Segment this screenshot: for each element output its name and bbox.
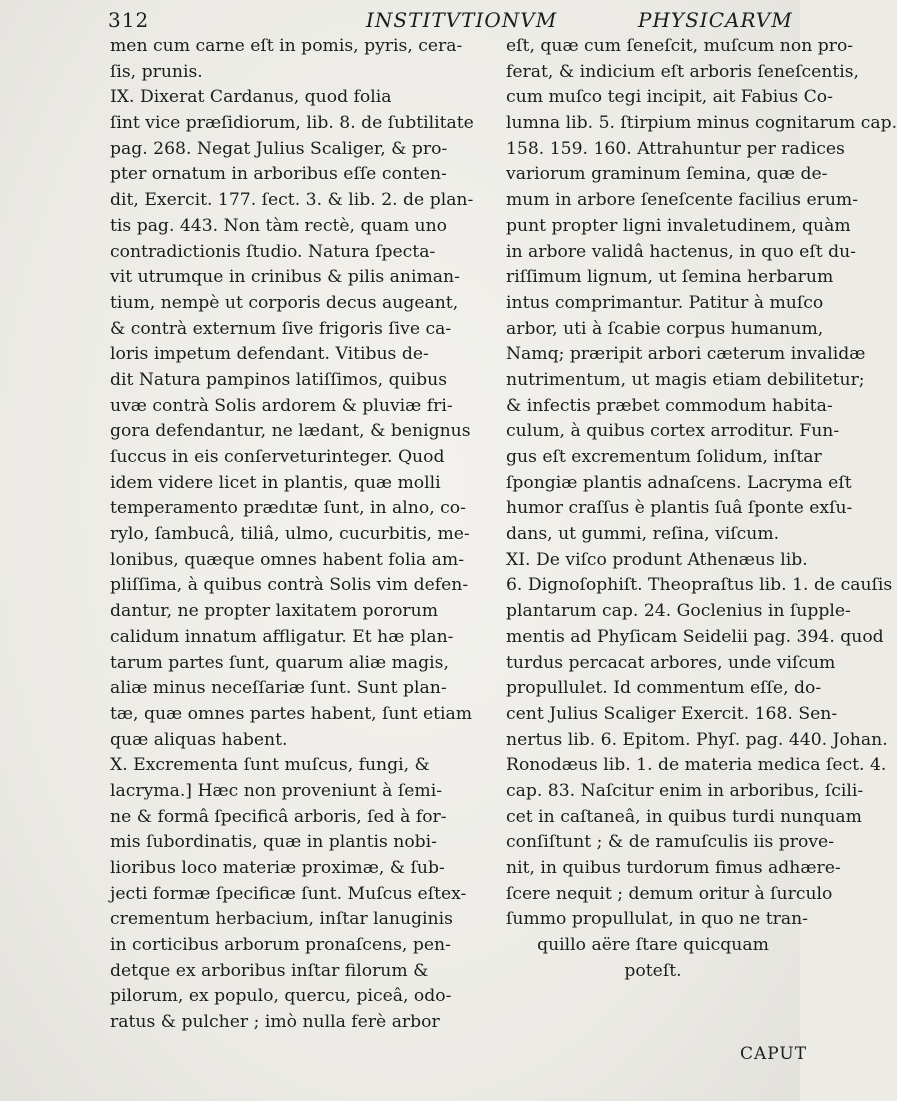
- page-number: 312: [108, 8, 150, 32]
- text-line: ſuccus in eis conſerveturinteger. Quod: [110, 447, 445, 467]
- text-line: ſcere nequit ; demum oritur à ſurculo: [506, 883, 833, 904]
- text-line: in corticibus arborum pronaſcens, pen-: [110, 935, 451, 956]
- text-line: propullulet. Id commentum eſſe, do-: [506, 678, 822, 699]
- text-line: dans, ut gummi, reſina, viſcum.: [506, 524, 780, 545]
- right-text-column: [506, 34, 897, 984]
- text-line: vit utrumque in crinibus & pilis animan-: [110, 267, 460, 288]
- text-line: IX. Dixerat Cardanus, quod folia: [110, 87, 392, 108]
- text-line: men cum carne eſt in pomis, pyris, cera-: [110, 36, 463, 56]
- text-line: rylo, ſambucâ, tiliâ, ulmo, cucurbitis, me-: [110, 524, 470, 545]
- text-line: & contrà externum ſive frigoris ſive ca-: [110, 318, 452, 339]
- text-line: gora defendantur, ne lædant, & benignus: [110, 421, 471, 442]
- text-line: lumna lib. 5. ſtirpium minus cognitarum cap.: [506, 113, 897, 134]
- text-line: jecti formæ ſpecificæ ſunt. Muſcus eſtex-: [110, 883, 467, 904]
- text-line: quillo aëre ſtare quicquam: [537, 935, 769, 956]
- running-title-left: INSTITVTIONVM: [366, 8, 558, 32]
- text-line: cum muſco tegi incipit, ait Fabius Co-: [506, 87, 833, 108]
- text-line: mum in arbore ſeneſcente facilius erum-: [506, 190, 859, 211]
- text-line: quæ aliquas habent.: [110, 729, 288, 750]
- text-line: crementum herbacium, inſtar lanuginis: [110, 909, 453, 930]
- text-line: gus eſt excrementum ſolidum, inſtar: [506, 447, 822, 467]
- text-line: pliſſima, à quibus contrà Solis vim defen-: [110, 575, 469, 596]
- text-line: ſint vice præſidiorum, lib. 8. de ſubtilitate: [110, 113, 474, 134]
- text-line: 6. Dignoſophiſt. Theopraſtus lib. 1. de cauſis: [506, 575, 893, 596]
- text-line: poteſt.: [624, 960, 682, 981]
- text-line: intus comprimantur. Patitur à muſco: [506, 292, 824, 313]
- text-line: plantarum cap. 24. Goclenius in ſupple-: [506, 601, 851, 622]
- text-line: culum, à quibus cortex arroditur. Fun-: [506, 421, 840, 442]
- text-line: 158. 159. 160. Attrahuntur per radices: [506, 138, 845, 159]
- text-line: contradictionis ſtudio. Natura ſpecta-: [110, 241, 436, 262]
- text-line: punt propter ligni invaletudinem, quàm: [506, 215, 851, 236]
- text-line: mis ſubordinatis, quæ in plantis nobi-: [110, 832, 437, 853]
- text-line: loris impetum defendant. Vitibus de-: [110, 344, 429, 365]
- text-line: in arbore validâ hactenus, in quo eſt du-: [506, 241, 856, 262]
- text-line: X. Excrementa ſunt muſcus, fungi, &: [110, 755, 430, 776]
- text-line: tis pag. 443. Non tàm rectè, quam uno: [110, 215, 448, 236]
- text-line: calidum innatum affligatur. Et hæ plan-: [110, 626, 454, 647]
- text-line: aliæ minus neceſſariæ ſunt. Sunt plan-: [110, 678, 447, 699]
- text-line: cap. 83. Naſcitur enim in arboribus, ſcili-: [506, 780, 864, 801]
- text-line: ſis, prunis.: [110, 61, 203, 82]
- text-line: pter ornatum in arboribus eſſe conten-: [110, 164, 447, 185]
- text-line: idem videre licet in plantis, quæ molli: [110, 472, 441, 493]
- text-line: tarum partes ſunt, quarum aliæ magis,: [110, 652, 449, 673]
- text-line: ne & formâ ſpecificâ arboris, ſed à for-: [110, 806, 447, 827]
- text-line: Namq; præripit arbori cæterum invalidæ: [506, 344, 866, 365]
- running-title-right: PHYSICARVM: [638, 8, 793, 32]
- text-line: nit, in quibus turdorum fimus adhære-: [506, 858, 841, 878]
- text-line: dit, Exercit. 177. ſect. 3. & lib. 2. de plan-: [110, 190, 474, 211]
- text-line: lioribus loco materiæ proximæ, & ſub-: [110, 858, 445, 878]
- text-line: dit Natura pampinos latiſſimos, quibus: [110, 369, 448, 390]
- left-text-column: [110, 34, 498, 1036]
- text-line: conſiſtunt ; & de ramuſculis iis prove-: [506, 832, 835, 853]
- text-line: ſpongiæ plantis adnaſcens. Lacryma eſt: [506, 472, 852, 493]
- text-line: cet in caſtaneâ, in quibus turdi nunquam: [506, 806, 862, 827]
- text-line: nertus lib. 6. Epitom. Phyſ. pag. 440. Johan.: [506, 729, 888, 750]
- text-line: riſſimum lignum, ut ſemina herbarum: [506, 267, 834, 288]
- text-line: lacryma.] Hæc non proveniunt à ſemi-: [110, 780, 443, 801]
- text-line: pag. 268. Negat Julius Scaliger, & pro-: [110, 138, 448, 159]
- text-line: ſummo propullulat, in quo ne tran-: [506, 909, 808, 930]
- text-line: variorum graminum ſemina, quæ de-: [506, 164, 828, 185]
- text-line: & infectis præbet commodum habita-: [506, 395, 833, 416]
- text-line: tæ, quæ omnes partes habent, ſunt etiam: [110, 703, 473, 724]
- text-line: lonibus, quæque omnes habent folia am-: [110, 549, 465, 570]
- text-line: temperamento prædıtæ ſunt, in alno, co-: [110, 498, 466, 519]
- text-line: XI. De viſco produnt Athenæus lib.: [506, 549, 808, 570]
- text-line: humor craſſus è plantis ſuâ ſponte exſu-: [506, 498, 853, 519]
- text-line: tium, nempè ut corporis decus augeant,: [110, 292, 459, 313]
- catchword: CAPUT: [740, 1044, 808, 1064]
- text-line: detque ex arboribus inſtar filorum &: [110, 960, 429, 981]
- text-line: ferat, & indicium eſt arboris ſeneſcentis,: [506, 61, 860, 82]
- text-line: arbor, uti à ſcabie corpus humanum,: [506, 318, 824, 339]
- text-line: Ronodæus lib. 1. de materia medica ſect. 4.: [506, 755, 887, 776]
- text-line: turdus percacat arbores, unde viſcum: [506, 652, 836, 673]
- text-line: cent Julius Scaliger Exercit. 168. Sen-: [506, 703, 838, 724]
- text-line: ratus & pulcher ; imò nulla ferè arbor: [110, 1012, 440, 1033]
- text-line: nutrimentum, ut magis etiam debilitetur;: [506, 369, 865, 390]
- text-line: dantur, ne propter laxitatem pororum: [110, 601, 439, 622]
- text-line: pilorum, ex populo, quercu, piceâ, odo-: [110, 986, 452, 1007]
- text-line: uvæ contrà Solis ardorem & pluviæ fri-: [110, 395, 453, 416]
- text-line: eſt, quæ cum ſeneſcit, muſcum non pro-: [506, 36, 854, 56]
- text-line: mentis ad Phyſicam Seidelii pag. 394. quod: [506, 626, 884, 647]
